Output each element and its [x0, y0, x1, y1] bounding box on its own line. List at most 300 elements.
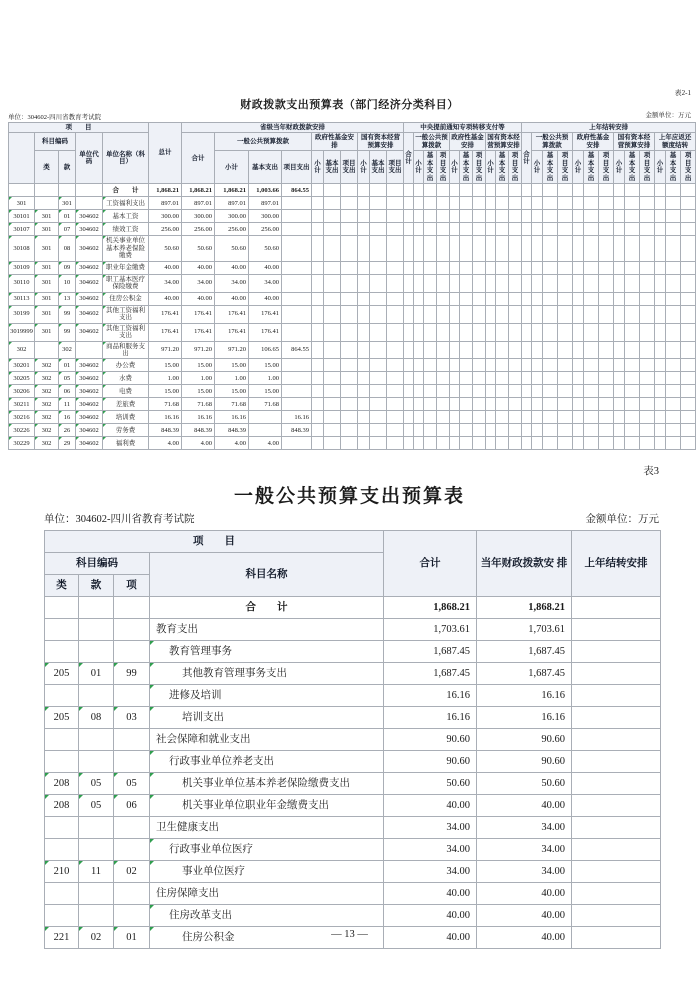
cell: 71.68: [182, 398, 215, 411]
cell: [655, 305, 666, 323]
cell: [358, 424, 370, 437]
cell: [387, 210, 404, 223]
cell: [460, 292, 473, 305]
cell: [341, 411, 358, 424]
header-row: [45, 531, 661, 553]
header-row: [9, 133, 696, 151]
cell: 15.00: [182, 385, 215, 398]
cell: [282, 236, 312, 261]
cell: [599, 210, 614, 223]
header-cell: 科目编码: [35, 133, 76, 151]
cell: [522, 323, 532, 341]
cell: [45, 905, 79, 927]
cell: [625, 398, 640, 411]
cell: [509, 411, 522, 424]
cell: [614, 385, 625, 398]
cell: [312, 305, 324, 323]
cell: 205: [45, 707, 79, 729]
cell: [387, 341, 404, 359]
cell: [572, 663, 661, 685]
cell: [424, 184, 437, 197]
cell: [424, 359, 437, 372]
cell: [640, 359, 655, 372]
cell: [114, 817, 150, 839]
cell: [640, 385, 655, 398]
cell: [79, 751, 114, 773]
cell: 256.00: [182, 223, 215, 236]
cell: [460, 261, 473, 274]
cell: [496, 437, 509, 450]
cell: [572, 597, 661, 619]
cell: [450, 341, 460, 359]
cell: [282, 197, 312, 210]
cell: [509, 341, 522, 359]
cell: [460, 424, 473, 437]
cell: [666, 411, 681, 424]
cell: [486, 210, 496, 223]
cell: [573, 359, 584, 372]
cell: [437, 305, 450, 323]
cell: [509, 292, 522, 305]
cell: [79, 619, 114, 641]
cell: 897.01: [249, 197, 282, 210]
cell: [282, 372, 312, 385]
cell: 05: [79, 773, 114, 795]
cell: 205: [45, 663, 79, 685]
cell: [522, 236, 532, 261]
cell: [543, 385, 558, 398]
cell: [387, 359, 404, 372]
cell: [404, 437, 414, 450]
cell: [496, 261, 509, 274]
cell: [324, 197, 341, 210]
cell: 304602: [76, 210, 103, 223]
cell: [573, 323, 584, 341]
cell: [509, 323, 522, 341]
table-row: [9, 372, 696, 385]
header-cell: 小计: [215, 151, 249, 184]
cell: [655, 398, 666, 411]
header-cell: 项目支出: [681, 151, 696, 184]
cell: [666, 184, 681, 197]
cell: [79, 905, 114, 927]
table-row: [45, 707, 661, 729]
cell: 40.00: [182, 261, 215, 274]
cell: 15.00: [149, 359, 182, 372]
cell: 机关事业单位基本养老保险缴费: [103, 236, 149, 261]
cell: [509, 223, 522, 236]
cell: [312, 372, 324, 385]
cell: [404, 261, 414, 274]
cell: [45, 685, 79, 707]
cell: [282, 261, 312, 274]
cell: 1,868.21: [215, 184, 249, 197]
cell: [358, 385, 370, 398]
cell: [424, 236, 437, 261]
cell: [509, 305, 522, 323]
cell: [460, 341, 473, 359]
cell: [666, 424, 681, 437]
cell: 商品和服务支出: [103, 341, 149, 359]
header-cell: 国有资本经营预算安排: [358, 133, 404, 151]
cell: [572, 795, 661, 817]
cell: [522, 437, 532, 450]
cell: [625, 223, 640, 236]
cell: 30107: [9, 223, 35, 236]
cell: 304602: [76, 359, 103, 372]
cell: 176.41: [149, 323, 182, 341]
cell: [312, 341, 324, 359]
cell: [324, 323, 341, 341]
cell: [9, 184, 35, 197]
cell: [370, 437, 387, 450]
cell: [424, 411, 437, 424]
cell: [424, 292, 437, 305]
cell: [655, 197, 666, 210]
cell: 1.00: [149, 372, 182, 385]
cell: 01: [114, 927, 150, 949]
cell: [114, 729, 150, 751]
table2-unit-label: 单位：304602-四川省教育考试院: [8, 114, 102, 121]
cell: [496, 305, 509, 323]
cell: [414, 292, 424, 305]
cell: [572, 685, 661, 707]
cell: 34.00: [384, 839, 477, 861]
cell: 06: [114, 795, 150, 817]
cell: [573, 274, 584, 292]
cell: [370, 411, 387, 424]
cell: [424, 323, 437, 341]
cell: 机关事业单位职业年金缴费支出: [150, 795, 384, 817]
table-row: [45, 773, 661, 795]
cell: [496, 398, 509, 411]
cell: [572, 641, 661, 663]
cell: [387, 398, 404, 411]
cell: [532, 305, 543, 323]
cell: [387, 274, 404, 292]
cell: [249, 411, 282, 424]
cell: 1,687.45: [477, 663, 572, 685]
cell: [341, 274, 358, 292]
cell: [655, 184, 666, 197]
cell: [460, 305, 473, 323]
cell: [341, 236, 358, 261]
cell: [76, 341, 103, 359]
cell: 301: [35, 305, 59, 323]
cell: [324, 292, 341, 305]
cell: [666, 210, 681, 223]
cell: [532, 274, 543, 292]
header-cell: 小计: [414, 151, 424, 184]
cell: [681, 411, 696, 424]
cell: [522, 341, 532, 359]
cell: [404, 372, 414, 385]
cell: 13: [59, 292, 76, 305]
cell: [414, 236, 424, 261]
cell: [414, 323, 424, 341]
cell: [424, 424, 437, 437]
cell: [572, 839, 661, 861]
cell: [312, 411, 324, 424]
cell: [599, 274, 614, 292]
cell: [35, 197, 59, 210]
cell: 4.00: [215, 437, 249, 450]
table-row: [9, 341, 696, 359]
cell: [655, 437, 666, 450]
table-row: [9, 398, 696, 411]
cell: 07: [59, 223, 76, 236]
cell: [358, 292, 370, 305]
cell: [473, 437, 486, 450]
cell: [572, 883, 661, 905]
cell: 1.00: [249, 372, 282, 385]
cell: 16.16: [477, 707, 572, 729]
cell: 90.60: [384, 751, 477, 773]
cell: [424, 305, 437, 323]
cell: [473, 372, 486, 385]
cell: 301: [35, 292, 59, 305]
cell: [599, 305, 614, 323]
cell: 176.41: [215, 323, 249, 341]
cell: [486, 197, 496, 210]
cell: [543, 210, 558, 223]
cell: [473, 274, 486, 292]
cell: [584, 411, 599, 424]
cell: [572, 751, 661, 773]
cell: 106.65: [249, 341, 282, 359]
cell: [473, 341, 486, 359]
cell: [473, 184, 486, 197]
cell: [460, 210, 473, 223]
cell: [681, 236, 696, 261]
cell: [558, 385, 573, 398]
cell: [543, 359, 558, 372]
cell: [681, 184, 696, 197]
cell: 30109: [9, 261, 35, 274]
cell: [625, 261, 640, 274]
cell: [358, 305, 370, 323]
cell: [558, 305, 573, 323]
cell: 水费: [103, 372, 149, 385]
cell: 34.00: [477, 817, 572, 839]
cell: 34.00: [477, 839, 572, 861]
cell: [532, 223, 543, 236]
cell: [486, 292, 496, 305]
cell: [424, 341, 437, 359]
cell: 90.60: [477, 751, 572, 773]
cell: 40.00: [249, 261, 282, 274]
cell: [450, 197, 460, 210]
cell: [358, 323, 370, 341]
cell: [599, 323, 614, 341]
cell: [473, 323, 486, 341]
cell: [599, 341, 614, 359]
header-cell: 国有资本经营预算安排: [487, 134, 520, 149]
cell: 30205: [9, 372, 35, 385]
cell: 864.55: [282, 341, 312, 359]
cell: [486, 424, 496, 437]
cell: [496, 236, 509, 261]
cell: [45, 883, 79, 905]
cell: [387, 197, 404, 210]
cell: [496, 411, 509, 424]
cell: [625, 236, 640, 261]
cell: [473, 359, 486, 372]
cell: [35, 341, 59, 359]
cell: [496, 424, 509, 437]
cell: [573, 341, 584, 359]
cell: [358, 359, 370, 372]
cell: [473, 385, 486, 398]
cell: [473, 236, 486, 261]
header-cell: 基本支出: [324, 151, 341, 184]
cell: 864.55: [282, 184, 312, 197]
cell: [599, 292, 614, 305]
table-row: [45, 795, 661, 817]
cell: 50.60: [477, 773, 572, 795]
cell: [614, 292, 625, 305]
cell: [509, 398, 522, 411]
header-cell: 类: [45, 575, 79, 597]
cell: [522, 197, 532, 210]
table-row: [9, 261, 696, 274]
cell: [341, 372, 358, 385]
cell: 300.00: [182, 210, 215, 223]
cell: [45, 619, 79, 641]
cell: 住房公积金: [103, 292, 149, 305]
cell: [312, 437, 324, 450]
cell: [437, 323, 450, 341]
cell: [414, 210, 424, 223]
header-cell: [9, 133, 35, 184]
cell: [486, 261, 496, 274]
table-row: [45, 861, 661, 883]
header-cell: 基本支出: [666, 151, 681, 184]
header-cell: 小计: [312, 151, 324, 184]
cell: [312, 261, 324, 274]
cell: [358, 411, 370, 424]
cell: [543, 223, 558, 236]
cell: [509, 424, 522, 437]
cell: [666, 398, 681, 411]
cell: [473, 292, 486, 305]
cell: [640, 274, 655, 292]
cell: [558, 261, 573, 274]
cell: [573, 424, 584, 437]
table-row: [9, 359, 696, 372]
cell: [573, 292, 584, 305]
cell: [424, 197, 437, 210]
cell: 1,868.21: [182, 184, 215, 197]
cell: 住房公积金: [150, 927, 384, 949]
cell: [486, 359, 496, 372]
cell: 210: [45, 861, 79, 883]
cell: [573, 437, 584, 450]
cell: 256.00: [249, 223, 282, 236]
cell: 基本工资: [103, 210, 149, 223]
cell: [640, 292, 655, 305]
cell: [572, 861, 661, 883]
page-number: — 13 —: [331, 929, 368, 940]
cell: [532, 261, 543, 274]
cell: [532, 184, 543, 197]
cell: [341, 292, 358, 305]
cell: [460, 437, 473, 450]
cell: [414, 261, 424, 274]
cell: [370, 197, 387, 210]
header-cell: 合计: [404, 133, 414, 184]
table-row: [45, 663, 661, 685]
cell: [414, 341, 424, 359]
cell: [681, 305, 696, 323]
cell: [681, 359, 696, 372]
cell: [681, 372, 696, 385]
header-cell: 基本支出: [543, 151, 558, 184]
cell: 848.39: [149, 424, 182, 437]
cell: [324, 411, 341, 424]
cell: [522, 261, 532, 274]
cell: [76, 184, 103, 197]
cell: 行政事业单位养老支出: [150, 751, 384, 773]
cell: [312, 274, 324, 292]
header-cell: 款: [79, 575, 114, 597]
table-row: [9, 184, 696, 197]
cell: [370, 210, 387, 223]
cell: 176.41: [182, 305, 215, 323]
cell: [370, 398, 387, 411]
cell: [282, 305, 312, 323]
cell: [324, 341, 341, 359]
cell: [358, 184, 370, 197]
cell: [681, 398, 696, 411]
cell: [370, 424, 387, 437]
cell: [358, 398, 370, 411]
cell: [79, 685, 114, 707]
cell: [522, 184, 532, 197]
header-cell: 项目支出: [640, 151, 655, 184]
header-cell: 款: [59, 151, 76, 184]
cell: 40.00: [477, 795, 572, 817]
cell: [358, 210, 370, 223]
header-cell: 基本支出: [584, 151, 599, 184]
cell: [370, 372, 387, 385]
cell: 1,868.21: [149, 184, 182, 197]
cell: 40.00: [149, 292, 182, 305]
cell: [324, 274, 341, 292]
cell: 90.60: [384, 729, 477, 751]
cell: [473, 210, 486, 223]
cell: [414, 274, 424, 292]
cell: [625, 197, 640, 210]
cell: 工资福利支出: [103, 197, 149, 210]
cell: [572, 619, 661, 641]
table-row: [9, 292, 696, 305]
cell: [573, 398, 584, 411]
header-cell: 基本支出: [460, 151, 473, 184]
cell: [324, 372, 341, 385]
cell: [486, 341, 496, 359]
cell: [324, 184, 341, 197]
cell: 05: [79, 795, 114, 817]
header-cell: 基本支出: [249, 151, 282, 184]
cell: [460, 236, 473, 261]
cell: [358, 236, 370, 261]
cell: [473, 424, 486, 437]
header-cell: 上年结转安排: [572, 531, 661, 597]
cell: 50.60: [149, 236, 182, 261]
header-cell: 项: [114, 575, 150, 597]
cell: [114, 883, 150, 905]
